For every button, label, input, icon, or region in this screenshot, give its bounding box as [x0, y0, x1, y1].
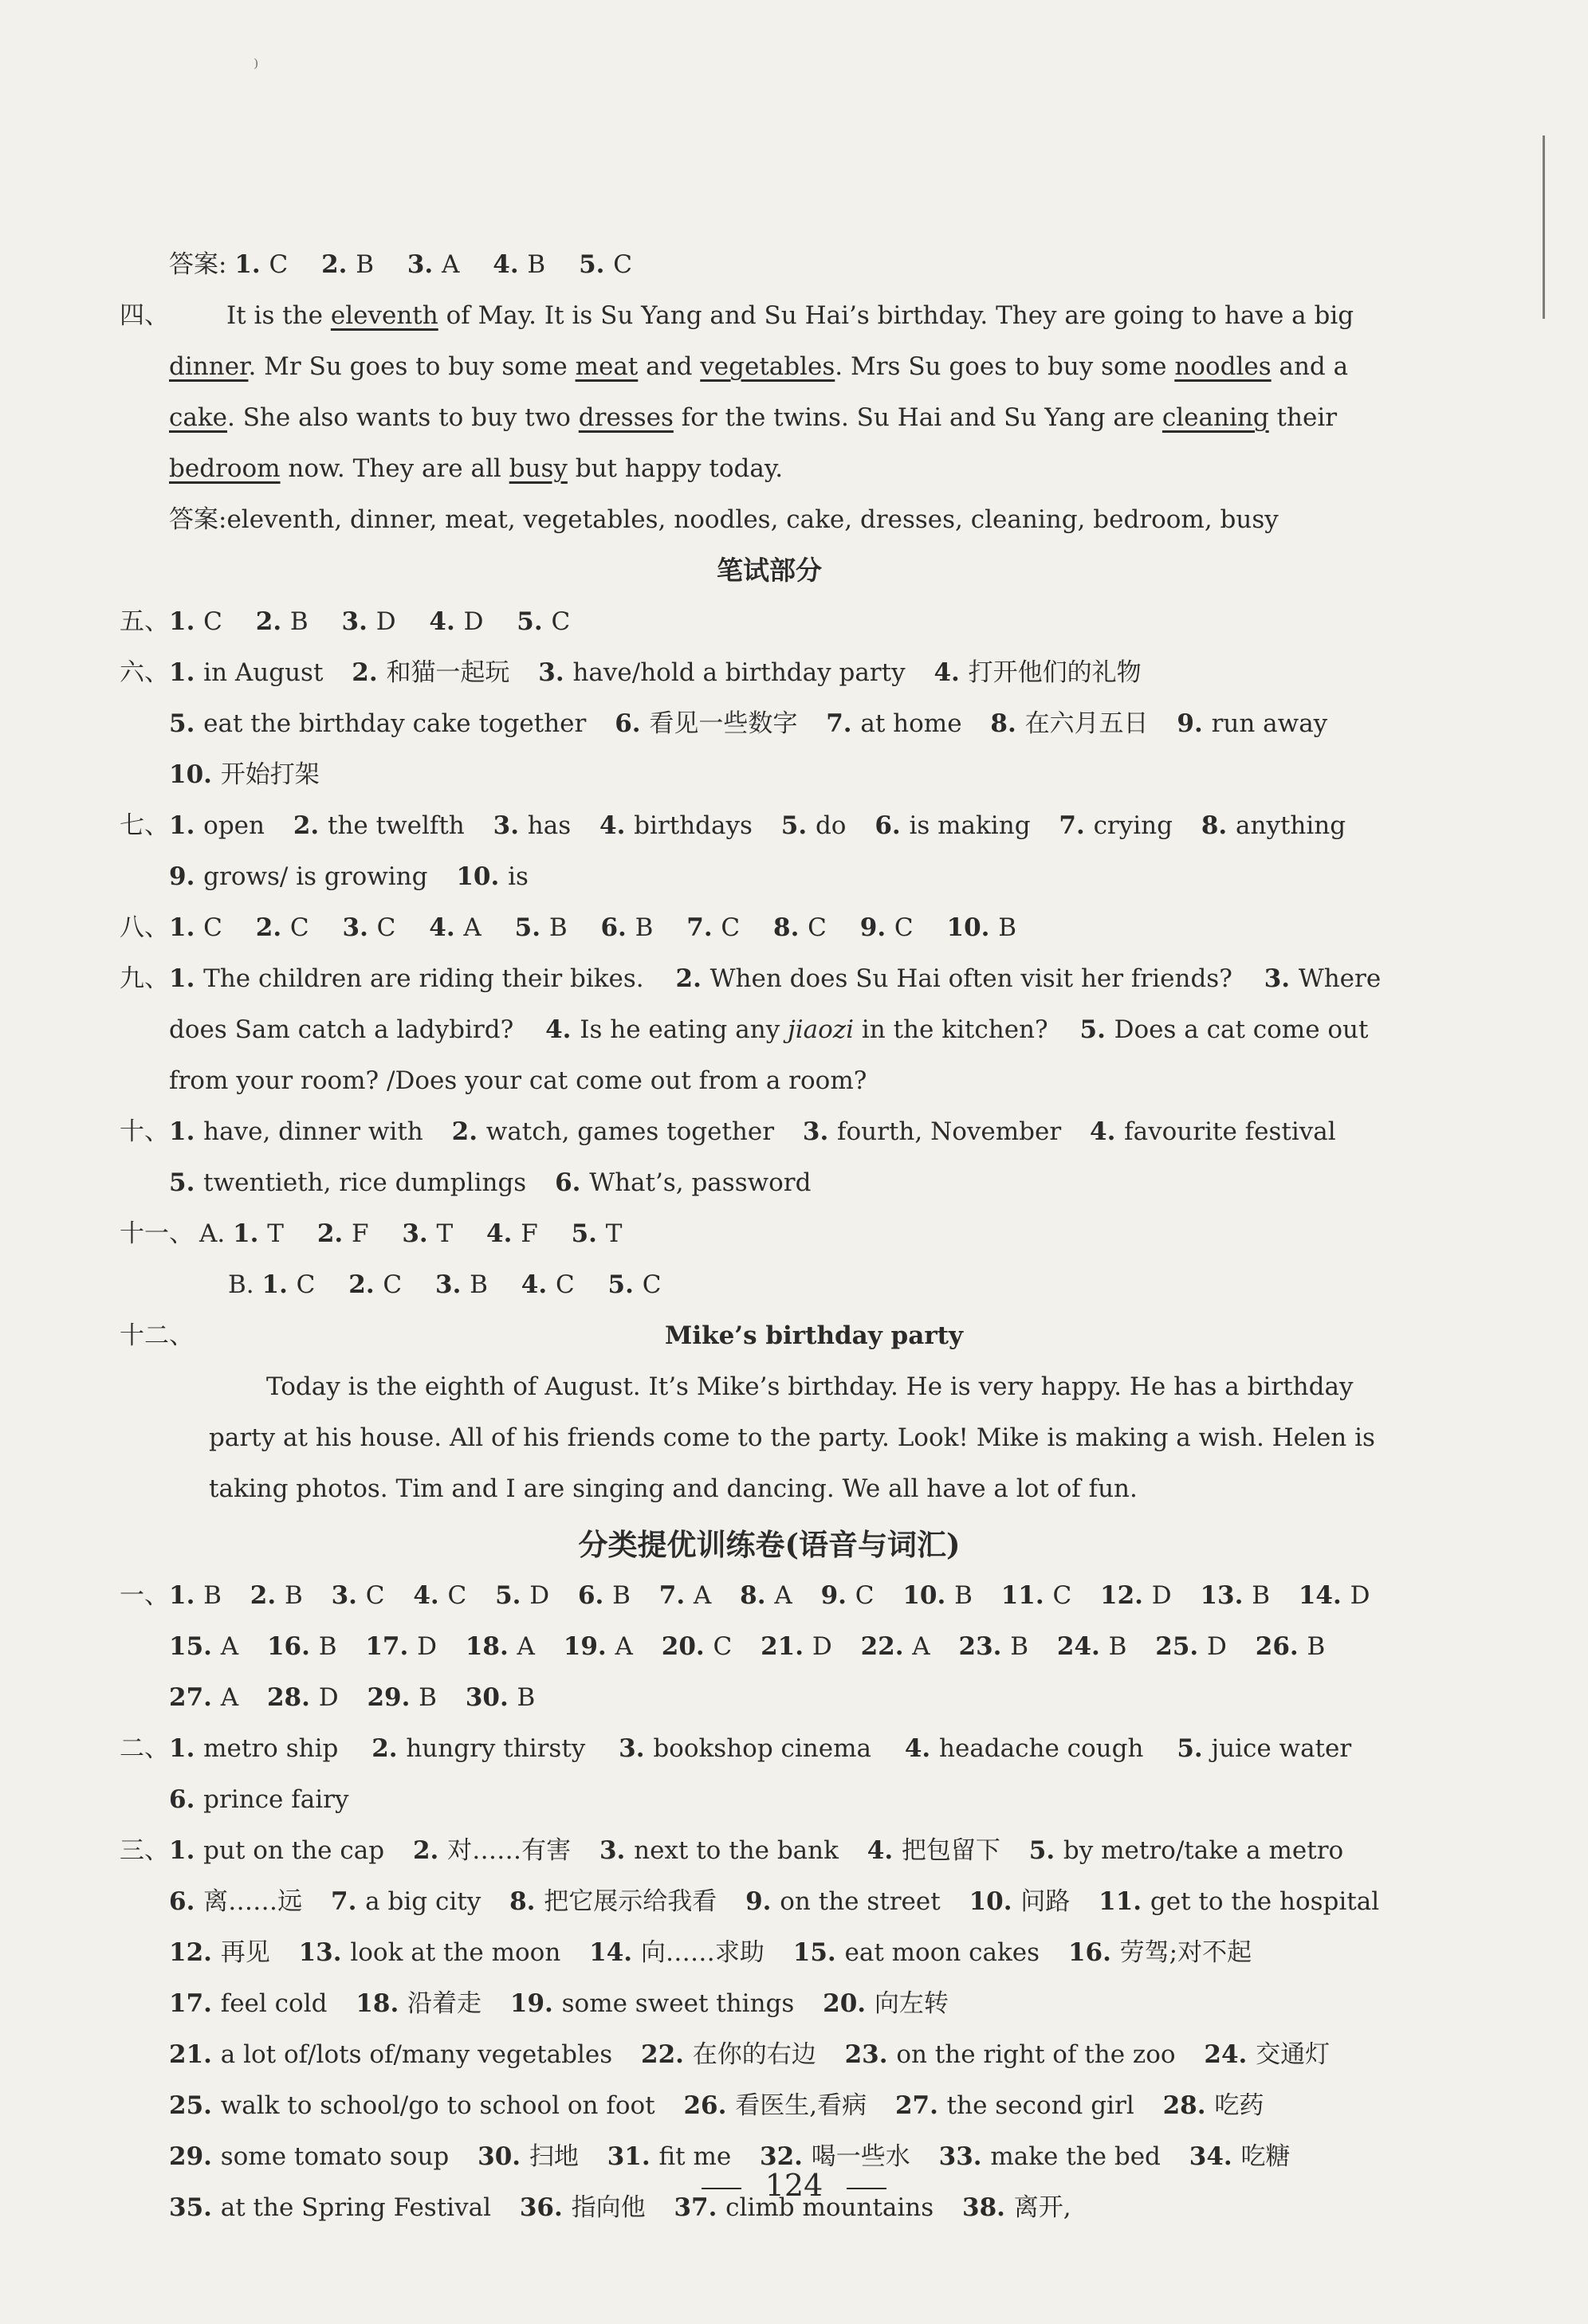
scan-edge-mark — [1543, 135, 1545, 319]
section-label: 六、 — [120, 658, 169, 687]
answer-item: 5. C — [579, 250, 632, 279]
answer-item: 28. D — [266, 1683, 339, 1712]
answer-item: 7. at home — [826, 709, 962, 738]
answer-item: 2. B — [255, 607, 309, 636]
answer-item: 26. 看医生,看病 — [683, 2091, 867, 2120]
section-label: 十、 — [120, 1117, 169, 1146]
answer-item: 10. 问路 — [969, 1887, 1071, 1916]
passage-segment: . Mr Su goes to buy some — [248, 352, 576, 381]
answer-item: 1. C — [261, 1270, 316, 1299]
answer-item: 4. C — [521, 1270, 575, 1299]
answer-item: 4. headache cough — [904, 1734, 1144, 1763]
answer-item: 1. open — [169, 811, 265, 840]
answer-item: 1. metro ship — [169, 1734, 339, 1763]
answer-item: 25. walk to school/go to school on foot — [169, 2091, 655, 2120]
underlined-word: noodles — [1174, 352, 1272, 381]
essay-text: Today is the eighth of August. It’s Mike’s birthday. He is very happy. He has a birthday party at his house. All of his friends come to the party. Look! Mike is making a wish. Helen is taking photos. Tim and I are singing and dancing. We all have a lot of fun. — [209, 1372, 1375, 1503]
answer-item: 15. eat moon cakes — [792, 1938, 1040, 1967]
answer-item: 5. C — [607, 1270, 662, 1299]
answer-item: 8. C — [773, 913, 827, 942]
answer-list — [169, 953, 1419, 1106]
answer-item: 2. B — [250, 1581, 303, 1610]
passage-segment: but happy today. — [567, 454, 784, 483]
answer-item: 16. B — [266, 1632, 337, 1661]
underlined-word: busy — [509, 454, 568, 483]
answer-item: 21. D — [761, 1632, 832, 1661]
passage-segment: . Mrs Su goes to buy some — [835, 352, 1175, 381]
answer-item: 36. 指向他 — [519, 2193, 646, 2222]
answer-item: 26. B — [1255, 1632, 1326, 1661]
answer-item: 20. C — [661, 1632, 733, 1661]
answer-prefix: 答案: — [169, 505, 227, 534]
answer-item: 1. B — [169, 1581, 222, 1610]
answer-item: 4. 把包留下 — [867, 1836, 1000, 1865]
section-label: 八、 — [120, 913, 169, 942]
answer-list — [234, 250, 658, 279]
answer-item: 23. B — [958, 1632, 1029, 1661]
answer-item: 8. 在六月五日 — [990, 709, 1149, 738]
underlined-word: cleaning — [1162, 403, 1269, 432]
answer-item: 34. 吃糖 — [1189, 2142, 1291, 2171]
answer-item: 2. When does Su Hai often visit her friends? — [675, 964, 1232, 993]
answer-item: 8. anything — [1201, 811, 1346, 840]
section-label: 二、 — [120, 1734, 169, 1763]
answer-item: 3. A — [407, 250, 460, 279]
answer-item: 17. feel cold — [169, 1989, 328, 2018]
answer-list — [169, 1734, 1377, 1814]
answers-top — [120, 239, 1419, 290]
underlined-word: meat — [575, 352, 639, 381]
answer-item: 1. C — [234, 250, 289, 279]
answer-item: 5. D — [495, 1581, 550, 1610]
answer-item: 10. 开始打架 — [169, 760, 320, 789]
practice-1 — [120, 1570, 1419, 1723]
answer-item: 22. 在你的右边 — [641, 2040, 816, 2069]
underlined-word: eleventh — [330, 301, 438, 330]
answer-item: 1. put on the cap — [169, 1836, 385, 1865]
answer-item: 27. A — [169, 1683, 239, 1712]
practice-2 — [120, 1723, 1419, 1825]
passage-segment: and a — [1271, 352, 1349, 381]
answer-item: 20. 向左转 — [823, 1989, 949, 2018]
scan-speck: ⁾ — [254, 56, 259, 80]
answer-item: 5. B — [514, 913, 568, 942]
answer-item: 5. C — [517, 607, 571, 636]
section-label: 十一、 — [120, 1219, 194, 1248]
answer-item: 8. A — [740, 1581, 792, 1610]
underlined-word: cake — [169, 403, 227, 432]
answer-item: 17. D — [365, 1632, 437, 1661]
answer-item: 3. C — [342, 913, 396, 942]
section-6 — [120, 647, 1419, 800]
answer-item: 5. juice water — [1177, 1734, 1352, 1763]
passage-segment: and — [638, 352, 701, 381]
answer-item: 4. D — [429, 607, 484, 636]
answer-item: 2. C — [348, 1270, 403, 1299]
answer-item: 32. 喝一些水 — [760, 2142, 910, 2171]
answer-item: 4. Is he eating any jiaozi in the kitchen? — [545, 1015, 1048, 1044]
answer-item: 2. F — [316, 1219, 369, 1248]
answer-item: 33. make the bed — [938, 2142, 1161, 2171]
answer-item: 13. look at the moon — [298, 1938, 561, 1967]
answer-item: 5. by metro/take a metro — [1028, 1836, 1344, 1865]
answer-list — [169, 607, 596, 636]
answer-item: 1. The children are riding their bikes. — [169, 964, 644, 993]
answer-item: 28. 吃药 — [1162, 2091, 1264, 2120]
answer-item: 1. C — [169, 913, 222, 942]
answer-item: 9. run away — [1177, 709, 1328, 738]
answer-item: 3. have/hold a birthday party — [538, 658, 906, 687]
answer-item: 7. A — [658, 1581, 712, 1610]
underlined-word: dresses — [578, 403, 674, 432]
answer-item: 14. D — [1298, 1581, 1370, 1610]
passage-answer — [169, 494, 1419, 545]
answer-item: 4. 打开他们的礼物 — [934, 658, 1142, 687]
answer-item: 8. 把它展示给我看 — [509, 1887, 717, 1916]
answer-item: 6. B — [600, 913, 654, 942]
answer-item: 10. is — [456, 862, 529, 891]
answer-item: 3. B — [435, 1270, 488, 1299]
answer-item: 7. crying — [1059, 811, 1173, 840]
answer-list — [262, 1270, 687, 1299]
section-7 — [120, 800, 1419, 902]
answer-item: 13. B — [1200, 1581, 1270, 1610]
answer-item: 1. C — [169, 607, 222, 636]
answer-list — [169, 1117, 1357, 1197]
answer-item: 5. eat the birthday cake together — [169, 709, 587, 738]
dash-left — [702, 2188, 741, 2189]
answer-item: 9. on the street — [745, 1887, 941, 1916]
answer-item: 5. T — [571, 1219, 623, 1248]
answer-item: 3. Where does Sam catch a ladybird? — [169, 964, 1382, 1044]
answer-item: 38. 离开, — [962, 2193, 1071, 2222]
answer-item: 30. B — [465, 1683, 536, 1712]
answer-list — [233, 1219, 647, 1248]
answer-item: 11. get to the hospital — [1099, 1887, 1380, 1916]
answer-item: 37. climb mountains — [674, 2193, 934, 2222]
answer-item: 21. a lot of/lots of/many vegetables — [169, 2040, 613, 2069]
answer-item: 6. is making — [875, 811, 1031, 840]
passage-segment: of May. It is Su Yang and Su Hai’s birthday. They are going to have a big — [438, 301, 1354, 330]
answer-item: 4. A — [429, 913, 482, 942]
answer-list — [169, 1836, 1400, 2222]
answer-item: 4. B — [493, 250, 546, 279]
dash-right — [847, 2188, 886, 2189]
answer-item: 35. at the Spring Festival — [169, 2193, 491, 2222]
section-label: 九、 — [120, 964, 169, 993]
answer-item: 1. in August — [169, 658, 324, 687]
answer-item: 15. A — [169, 1632, 239, 1661]
answer-item: 7. C — [686, 913, 741, 942]
answer-list — [169, 1581, 1390, 1712]
answer-item: 11. C — [1000, 1581, 1072, 1610]
answer-item: 27. the second girl — [894, 2091, 1134, 2120]
answer-item: 4. F — [486, 1219, 538, 1248]
answer-item: 3. bookshop cinema — [619, 1734, 871, 1763]
answer-item: 10. B — [902, 1581, 973, 1610]
section-label: 一、 — [120, 1581, 169, 1610]
section-11 — [120, 1208, 1419, 1310]
part-a — [199, 1208, 1419, 1259]
essay-title: Mike’s birthday party — [665, 1321, 963, 1350]
passage-text — [169, 290, 1419, 494]
answer-item: 3. C — [331, 1581, 385, 1610]
answer-item: 2. 和猫一起玩 — [352, 658, 510, 687]
answer-item: 25. D — [1155, 1632, 1227, 1661]
answer-item: 19. A — [563, 1632, 633, 1661]
answer-item: 2. C — [255, 913, 309, 942]
answer-item: 9. C — [820, 1581, 875, 1610]
answer-item: 10. B — [946, 913, 1017, 942]
answer-item: 3. T — [402, 1219, 454, 1248]
page-number-text: 124 — [765, 2168, 823, 2203]
section-label: 十二、 — [120, 1321, 194, 1350]
answer-item: 18. A — [465, 1632, 535, 1661]
answer-item: 9. grows/ is growing — [169, 862, 428, 891]
passage-segment: . She also wants to buy two — [226, 403, 579, 432]
answer-item: 3. D — [341, 607, 396, 636]
passage-segment: It is the — [226, 301, 331, 330]
section-5 — [120, 596, 1419, 647]
answer-item: 19. some sweet things — [509, 1989, 795, 2018]
answer-item: 29. B — [367, 1683, 437, 1712]
answer-item: 6. What’s, password — [555, 1168, 812, 1197]
answer-prefix: 答案: — [169, 250, 227, 279]
answer-list — [169, 913, 1042, 942]
underlined-word: bedroom — [169, 454, 281, 483]
answer-item: 9. C — [859, 913, 914, 942]
underlined-word: vegetables — [700, 352, 835, 381]
answer-item: 4. C — [413, 1581, 467, 1610]
answer-item: 2. hungry thirsty — [371, 1734, 586, 1763]
section-label: 四、 — [120, 301, 169, 330]
page-number — [0, 2168, 1588, 2203]
section-label: 七、 — [120, 811, 169, 840]
section-9 — [120, 953, 1419, 1106]
answer-text: eleventh, dinner, meat, vegetables, noodles, cake, dresses, cleaning, bedroom, busy — [226, 505, 1279, 534]
answer-item: 2. the twelfth — [293, 811, 465, 840]
section-10 — [120, 1106, 1419, 1208]
answer-item: 30. 扫地 — [478, 2142, 579, 2171]
answer-item: 16. 劳驾;对不起 — [1067, 1938, 1252, 1967]
answer-item: 2. 对……有害 — [412, 1836, 572, 1865]
answer-list — [169, 658, 1348, 789]
answer-item: 5. do — [780, 811, 847, 840]
answer-item: 23. on the right of the zoo — [844, 2040, 1176, 2069]
answer-content — [120, 239, 1419, 2233]
answer-item: 24. B — [1056, 1632, 1127, 1661]
answer-item: 1. T — [233, 1219, 284, 1248]
answer-item: 6. B — [577, 1581, 631, 1610]
underlined-word: dinner — [169, 352, 249, 381]
answer-item: 22. A — [860, 1632, 930, 1661]
answer-list — [169, 811, 1366, 891]
answer-item: 18. 沿着走 — [356, 1989, 482, 2018]
answer-item: 2. B — [321, 250, 374, 279]
answer-item: 29. some tomato soup — [169, 2142, 450, 2171]
answer-item: 6. 离……远 — [169, 1887, 303, 1916]
answer-item: 1. have, dinner with — [169, 1117, 423, 1146]
part-b — [228, 1259, 1419, 1310]
answer-item: 4. favourite festival — [1090, 1117, 1336, 1146]
passage-segment: their — [1268, 403, 1338, 432]
passage-segment: for the twins. Su Hai and Su Yang are — [673, 403, 1162, 432]
answer-item: 2. watch, games together — [451, 1117, 775, 1146]
answer-item: 4. birthdays — [599, 811, 753, 840]
answer-item: 5. twentieth, rice dumplings — [169, 1168, 527, 1197]
answer-item: 6. prince fairy — [169, 1785, 349, 1814]
practice-heading: 分类提优训练卷(语音与词汇) — [578, 1527, 961, 1562]
section-8 — [120, 902, 1419, 953]
section-label: 三、 — [120, 1836, 169, 1865]
passage-segment: now. They are all — [280, 454, 509, 483]
answer-item: 5. Does a cat come out from your room? /Does your cat come out from a room? — [169, 1015, 1369, 1095]
answer-item: 3. has — [493, 811, 572, 840]
part-label: B. — [228, 1270, 254, 1299]
answer-item: 3. fourth, November — [802, 1117, 1062, 1146]
answer-item: 14. 向……求助 — [589, 1938, 765, 1967]
section-12 — [120, 1310, 1419, 1514]
part-label: A. — [199, 1219, 226, 1248]
answer-item: 7. a big city — [331, 1887, 482, 1916]
answer-item: 24. 交通灯 — [1204, 2040, 1331, 2069]
written-section-heading: 笔试部分 — [717, 555, 822, 586]
section-label: 五、 — [120, 607, 169, 636]
section-4 — [120, 290, 1419, 545]
answer-item: 12. 再见 — [169, 1938, 270, 1967]
answer-item: 31. fit me — [607, 2142, 732, 2171]
answer-item: 6. 看见一些数字 — [615, 709, 798, 738]
answer-item: 3. next to the bank — [599, 1836, 839, 1865]
answer-item: 12. D — [1100, 1581, 1172, 1610]
